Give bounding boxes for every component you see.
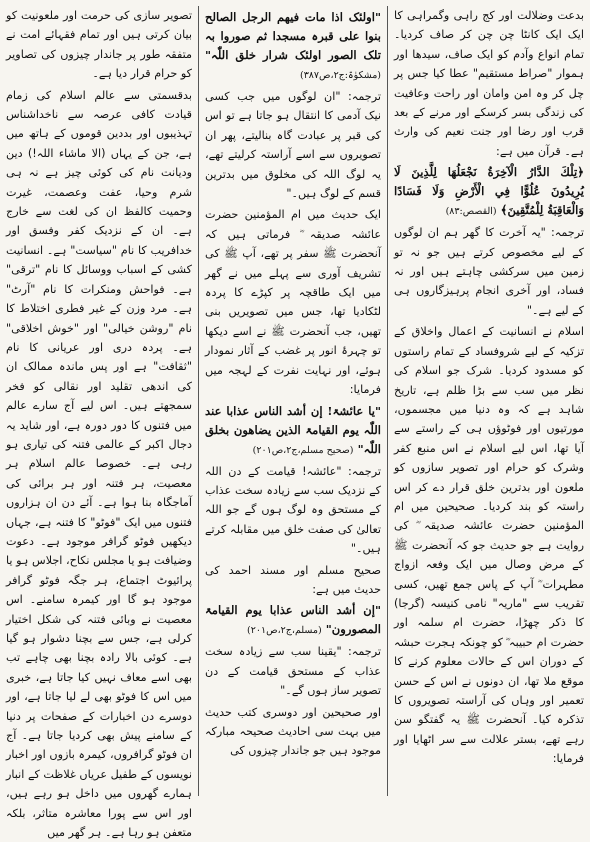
paragraph: بدعت وضلالت اور کج راہی وگمراہی کا ایک ایک کانٹا چن چن کر صاف کردیا۔ تمام انواع وآدم کو ایک صاف، سیدھا اور ہموار "صراط مستقیم" عطا کیا جس پر چل کر وہ امن وامان اور راحت وعافیت کی زندگی بسر کرسکے اور مرنے کے بعد قرب اور رضا اور جنت نعیم کی وارث ہے۔ قرآن میں ہے: [394,9,584,158]
arabic-text: "اولئک اذا مات فیھم الرجل الصالح بنوا علی قبرہ مسجدا ثم صوروا بہ تلک الصور اولئک شرار خلق اللّٰہ" [205,10,381,62]
paragraph: اور صحیحین اور دوسری کتب حدیث میں بہت سی احادیث صحیحہ مبارکہ موجود ہیں جو جاندار چیزوں کی [205,705,381,758]
paragraph: تصویر سازی کی حرمت اور ملعونیت کو بیان کرتی ہیں اور تمام فقہائے امت نے متفقہ طور پر جاندار چیزوں کی تصاویر کو حرام قرار دیا ہے۔ [6,9,192,81]
column-left [6,6,198,840]
hadith-text [205,601,381,640]
citation: (صحیح مسلم،ج۲،ص۲۰۱) [252,444,354,456]
column-right [388,6,584,796]
paragraph: بدقسمتی سے عالم اسلام کی زمام قیادت کافی عرصہ سے ناخداشناس تہذیبوں اور بددین قوموں کے ہاتھ میں ہے، جن کے یہاں (الا ماشاء اللہ!) دین ودیانت نام کی کوئی چیز ہے نہ ہی شرم وحیا، عفت وعصمت، غیرت وحمیت کالفظ ان کی لغت سے خارج ہے۔ ان کے نزدیک کفر وفسق اور خدافریب کا نام "سیاست" ہے۔ انسانیت کشی کے اسباب ووسائل کا نام "ترقی" ہے۔ فواحش ومنکرات کا نام "آرٹ" ہے۔ مرد وزن کے غیر فطری اختلاط کا نام "روشن خیالی" اور "خوش اخلاقی" ہے۔ پردہ دری اور عریانی کا نام "ثقافت" ہے اور پس ماندہ ممالک ان کی اندھی تقلید اور نقالی کو فخر سمجھتے ہیں۔ اس لیے آج سارے عالم میں فتنوں کا دور دورہ ہے، اور شاید یہ دجال اکبر کے عالمی فتنہ کی تیاری ہو رہی ہے۔ خصوصا عالم اسلام ہر معصیت، ہر فتنہ اور ہر برائی کی آماجگاہ بنا ہوا ہے۔ آئے دن ان ہزاروں فتنوں میں ایک "فوٹو" کا فتنہ ہے، جہاں دیکھیں فوٹو گرافر موجود ہے۔ دعوت وضیافت ہو یا مجلس نکاح، اجلاس ہو یا پرائیوٹ اجتماع، ہر جگہ فوٹو گرافر موجود ہو گا اور کیمرہ سامنے۔ اس معصیت نے وبائی فتنہ کی شکل اختیار کرلی ہے، جس سے بچنا دشوار ہو گیا ہے۔ کوئی بالا رادہ بچنا بھی چاہے تب بھی اسے معاف نہیں کیا جاتا ہے، خبری میں اس کا فوٹو بھی لے لیا جاتا ہے، اور دوسرے دن اخبارات کے صفحات پر دنیا کے سامنے پیش بھی کردیا جاتا ہے۔ آج ان فوٹو گرافروں، کیمرہ بازوں اور اخبار نویسوں کے طفیل عریاں غلاظت کے انبار ہمارے گھروں میں داخل ہو رہے ہیں، اور اس سے پورا معاشرہ متاثر، بلکہ متعفن ہو رہا ہے۔ ہر گھر میں [6,88,192,840]
paragraph: ایک حدیث میں ام المؤمنین حضرت عائشہ صدیقہ ؓ فرماتی ہیں کہ آنحضرت ﷺ سفر پر تھے، آپ ﷺ کی تشریف آوری سے پہلے میں نے گھر میں ایک طاقچہ پر کپڑے کا پردہ لٹکادیا تھا، جس میں تصویریں بنی تھیں، جب آنحضرت ﷺ نے اسے دیکھا تو چہرۂ انور پر غضب کے آثار نمودار ہوئے، اور نہایت نفرت کے لہجہ میں فرمایا: [205,208,381,397]
citation: (مسلم،ج۲،ص۲۰۱) [247,625,322,637]
translation: ترجمہ: "عائشہ! قیامت کے دن اللہ کے نزدیک سب سے زیادہ سخت عذاب کے مستحق وہ لوگ ہوں گے جو اللہ تعالیٰ کی صفت خلق میں مقابلہ کرتے ہیں۔" [205,464,381,556]
citation: (القصص:٨٣) [445,206,497,218]
paragraph: صحیح مسلم اور مسند احمد کی حدیث میں ہے: [205,563,381,596]
translation: ترجمہ: "یقینا سب سے زیادہ سخت عذاب کے مستحق قیامت کے دن تصویر ساز ہوں گے۔" [205,645,381,698]
hadith-text [205,8,381,85]
arabic-text: "یا عائشۃ! إن أشد الناس عذابا عند اللّٰہ یوم القیامۃ الذین یضاھون بخلق اللّٰہ" [205,403,381,456]
translation: ترجمہ: "ان لوگوں میں جب کسی نیک آدمی کا انتقال ہو جاتا ہے تو اس کی قبر پر عبادت گاہ بنالیتے، پھر ان تصویروں سے اسے آراستہ کرلیتے تھے، یہ لوگ اللہ کی مخلوق میں بدترین قسم کے لوگ ہیں۔" [205,90,381,201]
quran-verse [394,163,584,221]
column-middle [198,6,388,796]
citation: (مشکوٰۃ:ج۲،ص۳۸۷) [299,70,381,81]
arabic-text: ﴿تِلْكَ الدَّارُ الْآخِرَةُ نَجْعَلُهَا لِلَّذِينَ لَا يُرِيدُونَ عُلُوًّا فِي الْأَرْضِ وَلَا فَسَادًا وَالْعَاقِبَةُ لِلْمُتَّقِينَ﴾ [394,165,584,218]
paragraph: اسلام نے انسانیت کے اعمال واخلاق کے تزکیہ کے لیے شروفساد کے تمام راستوں کو مسدود کردیا۔ شرک جو اسلام کی نظر میں سب سے بڑا ظلم ہے، تاریخ شاہد ہے کہ وہ دنیا میں مجسموں، مورتیوں اور فوٹوؤں ہی کے راستے سے آیا تھا، اس لیے اسلام نے اس منبع کفر وشرک کو حرام اور تصویر سازوں کو ملعون اور بدترین خلق قرار دے کر اس راستہ کو بند کردیا۔ صحیحین میں ام المؤمنین حضرت عائشہ صدیقہ ؓ کی روایت ہے جو حدیث جو کہ آنحضرت ﷺ کے مرض وصال میں ایک وفعہ ازواج مطہرات ؓ آپ کے پاس جمع تھیں، کسی تقریب سے "ماریہ" نامی کنیسہ (گرجا) کا ذکر چھڑا، حضرت ام سلمہ اور حضرت ام حبیبہ ؓ کو چونکہ ہجرت حبشہ کے دوران اس کے حالات معلوم کرنے کا موقع ملا تھا، ان دونوں نے اس کے حسن تعمیر اور وہاں کی آراستہ تصویروں کا تذکرہ کیا۔ آنحضرت ﷺ یہ گفتگو سن رہے تھے، بستر علالت سے سر اٹھایا اور فرمایا: [394,325,584,766]
arabic-text: "إن أشد الناس عذابا یوم القیامۃ المصورون" [205,603,381,637]
hadith-text [205,402,381,460]
translation: ترجمہ: "یہ آخرت کا گھر ہم ان لوگوں کے لیے مخصوص کرتے ہیں جو نہ تو زمین میں سرکشی چاہتے ہیں اور نہ فساد، اور آخری انجام پرہیزگاروں ہی کے لیے ہے۔" [394,226,584,317]
